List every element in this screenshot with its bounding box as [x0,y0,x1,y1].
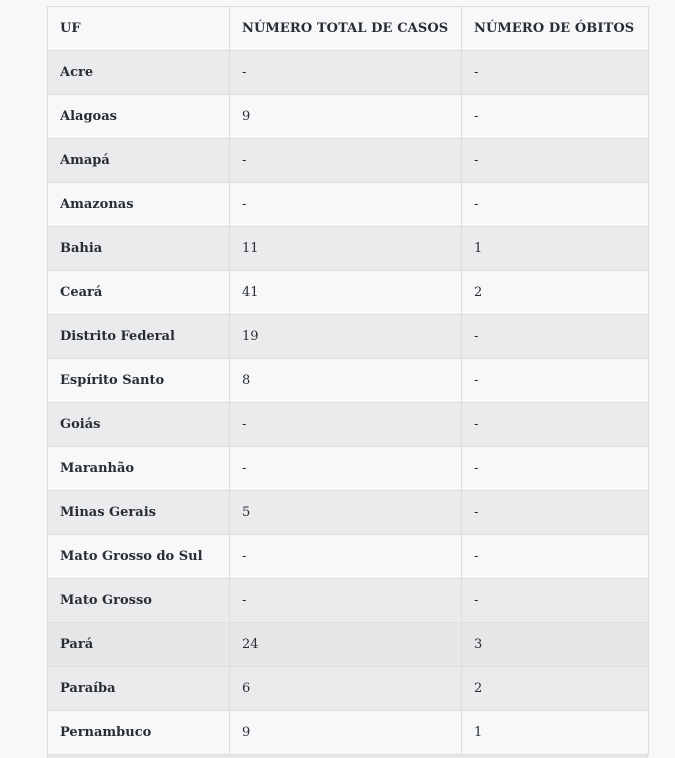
table-row [48,183,649,227]
cell-uf: Acre [48,51,230,95]
cell-deaths: - [462,51,649,95]
cell-uf: Amazonas [48,183,230,227]
table-row [48,95,649,139]
cell-total-cases: 24 [230,623,462,667]
cell-uf: Maranhão [48,447,230,491]
cell-deaths: - [462,491,649,535]
table-row [48,271,649,315]
table-row [48,711,649,755]
covid-cases-table-container [47,6,648,758]
cell-total-cases: 41 [230,271,462,315]
cell-uf: Minas Gerais [48,491,230,535]
cell-uf: Pernambuco [48,711,230,755]
cell-uf: Pará [48,623,230,667]
header-deaths: NÚMERO DE ÓBITOS [462,7,649,51]
cell-total-cases: - [230,447,462,491]
table-row [48,139,649,183]
cell-total-cases: 9 [230,711,462,755]
cell-deaths: 2 [462,667,649,711]
cell-deaths: 1 [462,711,649,755]
table-row [48,51,649,95]
cell-deaths: - [462,403,649,447]
cell-uf: Espírito Santo [48,359,230,403]
cell-deaths: - [462,139,649,183]
cell-total-cases: - [230,183,462,227]
table-body [48,51,649,755]
cell-uf: Alagoas [48,95,230,139]
header-total-cases: NÚMERO TOTAL DE CASOS [230,7,462,51]
cell-uf: Mato Grosso do Sul [48,535,230,579]
table-row [48,359,649,403]
table-row [48,227,649,271]
cell-total-cases: - [230,535,462,579]
cell-total-cases: - [230,51,462,95]
table-row [48,403,649,447]
cell-total-cases: - [230,403,462,447]
cell-deaths: 1 [462,227,649,271]
covid-cases-table [47,6,649,755]
cell-deaths: - [462,95,649,139]
cell-total-cases: 8 [230,359,462,403]
table-header [48,7,649,51]
header-row [48,7,649,51]
cell-deaths: 3 [462,623,649,667]
cell-deaths: - [462,359,649,403]
cell-uf: Bahia [48,227,230,271]
table-row [48,623,649,667]
cell-total-cases: 19 [230,315,462,359]
cell-total-cases: - [230,139,462,183]
cell-uf: Amapá [48,139,230,183]
cell-uf: Paraíba [48,667,230,711]
cell-deaths: 2 [462,271,649,315]
table-row [48,447,649,491]
cell-deaths: - [462,535,649,579]
cell-deaths: - [462,447,649,491]
cell-deaths: - [462,315,649,359]
table-row [48,535,649,579]
cell-uf: Goiás [48,403,230,447]
cell-deaths: - [462,579,649,623]
cell-deaths: - [462,183,649,227]
table-row [48,491,649,535]
cell-total-cases: 6 [230,667,462,711]
cell-uf: Ceará [48,271,230,315]
cell-total-cases: 5 [230,491,462,535]
table-row [48,667,649,711]
table-row [48,579,649,623]
cell-total-cases: 9 [230,95,462,139]
cell-total-cases: - [230,579,462,623]
table-row [48,315,649,359]
cell-uf: Distrito Federal [48,315,230,359]
cell-uf: Mato Grosso [48,579,230,623]
header-uf: UF [48,7,230,51]
cell-total-cases: 11 [230,227,462,271]
